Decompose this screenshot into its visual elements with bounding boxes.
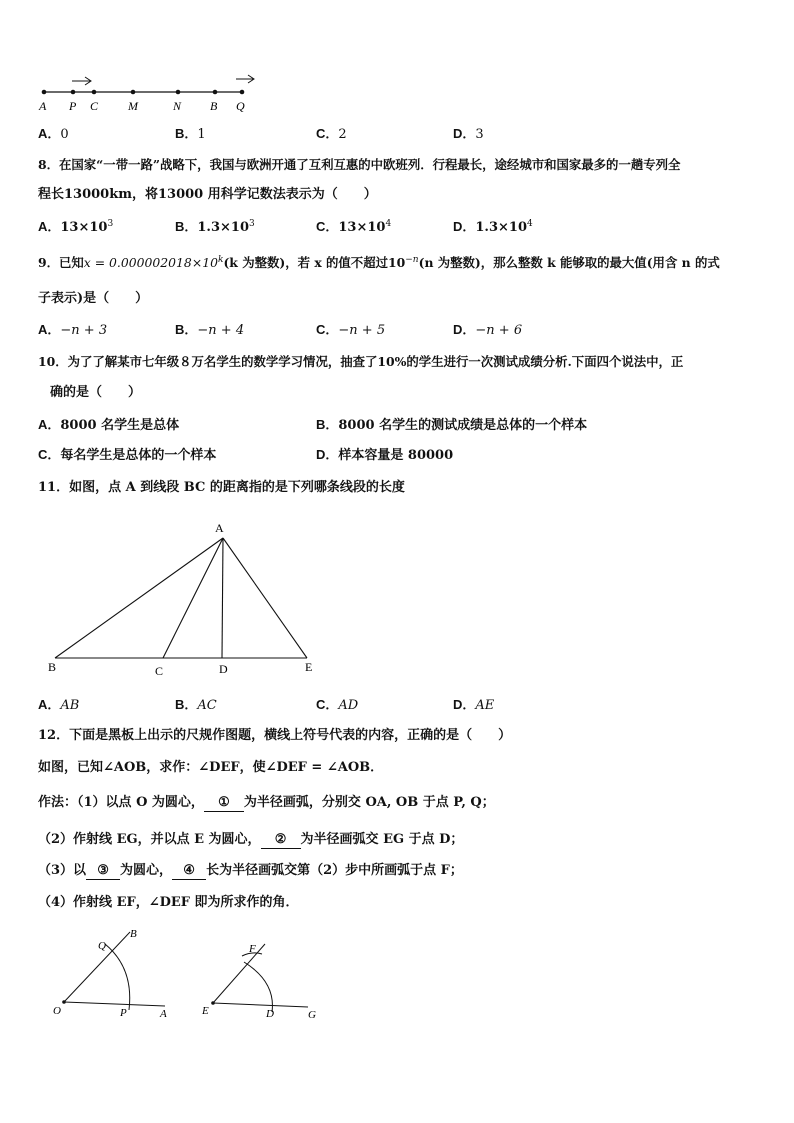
q8-option-d[interactable]: D．$1.3\times 10^4$ xyxy=(453,219,533,235)
label-E: E xyxy=(202,1005,209,1017)
label-Q: Q xyxy=(98,940,106,952)
label-F: F xyxy=(249,943,256,955)
q12-step2: （2）作射线 EG，并以点 E 为圆心， ② 为半径画弧交 EG 于点 D； xyxy=(38,832,464,847)
blank-3: ③ xyxy=(86,863,120,880)
label-C: C xyxy=(90,99,99,113)
q8-stem-line2: 程长13000km，将13000 用科学记数法表示为（ ） xyxy=(38,187,377,202)
q9-option-d[interactable]: D．−n + 6 xyxy=(453,322,523,338)
q11-triangle-figure xyxy=(40,518,330,682)
q10-stem-line2: 确的是（ ） xyxy=(50,385,142,400)
q12-step1: 作法：（1）以点 O 为圆心， ① 为半径画弧，分别交 OA, OB 于点 P, Q； xyxy=(38,795,495,810)
label-P: P xyxy=(120,1007,127,1019)
q8-option-b[interactable]: B．$1.3\times 10^3$ xyxy=(175,219,255,235)
label-B: B xyxy=(48,660,57,674)
q10-option-b[interactable]: B．8000 名学生的测试成绩是总体的一个样本 xyxy=(316,417,588,433)
q8-option-c[interactable]: C．$13\times 10^4$ xyxy=(316,219,392,235)
q7-option-d[interactable]: D．3 xyxy=(453,126,484,142)
q7-option-c[interactable]: C．2 xyxy=(316,126,347,142)
q11-option-d[interactable]: D．AE xyxy=(453,697,495,713)
label-A: A xyxy=(160,1008,167,1020)
label-C: C xyxy=(155,664,164,678)
q9-option-c[interactable]: C．−n + 5 xyxy=(316,322,386,338)
label-M: M xyxy=(128,99,138,113)
q9-option-b[interactable]: B．−n + 4 xyxy=(175,322,245,338)
q10-option-a[interactable]: A．8000 名学生是总体 xyxy=(38,417,180,433)
label-G: G xyxy=(308,1009,316,1021)
label-B: B xyxy=(210,99,218,113)
label-D: D xyxy=(219,662,228,676)
q8-option-a[interactable]: A．$13\times 10^3$ xyxy=(38,219,114,235)
q10-stem-line1: 10．为了了解某市七年级８万名学生的数学学习情况，抽查了10%的学生进行一次测试成绩分析.下面四个说法中，正 xyxy=(38,354,684,369)
blank-4: ④ xyxy=(172,863,206,880)
q11-option-c[interactable]: C．AD xyxy=(316,697,359,713)
label-E: E xyxy=(305,660,313,674)
q12-stem: 12．下面是黑板上出示的尺规作图题，横线上符号代表的内容，正确的是（ ） xyxy=(38,728,512,743)
q9-stem-line2: 子表示)是（ ） xyxy=(38,291,149,306)
q7-option-a[interactable]: A．0 xyxy=(38,126,69,142)
q12-step4: （4）作射线 EF，∠DEF 即为所求作的角． xyxy=(38,895,299,910)
label-N: N xyxy=(173,99,182,113)
q11-option-b[interactable]: B．AC xyxy=(175,697,217,713)
q7-number-line-figure xyxy=(36,72,266,118)
q7-option-b[interactable]: B．1 xyxy=(175,126,206,142)
label-O: O xyxy=(53,1005,61,1017)
q12-angle-def-figure xyxy=(198,930,328,1022)
q10-option-c[interactable]: C．每名学生是总体的一个样本 xyxy=(38,447,217,463)
blank-2: ② xyxy=(261,832,301,849)
q8-stem-line1: 8．在国家“一带一路”战略下，我国与欧洲开通了互利互惠的中欧班列．行程最长，途经城市和国家最多的一趟专列全 xyxy=(38,157,681,172)
label-A: A xyxy=(39,99,47,113)
q12-given: 如图，已知∠AOB，求作：∠DEF，使∠DEF = ∠AOB． xyxy=(38,760,384,775)
q9-stem-line1: 9．已知$x = 0.000002018\times 10^k(k$ 为整数)，若 x 的值不超过$10^{-n}(n$ 为整数)，那么整数 k 能够取的最大值(用含 n 的式 xyxy=(38,255,720,270)
label-D: D xyxy=(266,1008,274,1020)
label-Q: Q xyxy=(236,99,245,113)
q11-stem: 11．如图，点 A 到线段 BC 的距离指的是下列哪条线段的长度 xyxy=(38,480,405,495)
q10-option-d[interactable]: D．样本容量是 80000 xyxy=(316,447,454,463)
label-B: B xyxy=(130,928,137,940)
q12-angle-aob-figure xyxy=(50,922,180,1022)
q9-option-a[interactable]: A．−n + 3 xyxy=(38,322,108,338)
q11-option-a[interactable]: A．AB xyxy=(38,697,80,713)
blank-1: ① xyxy=(204,795,244,812)
label-P: P xyxy=(69,99,77,113)
label-A: A xyxy=(215,521,224,535)
q12-step3: （3）以 ③ 为圆心， ④ 长为半径画弧交第（2）步中所画弧于点 F； xyxy=(38,863,463,878)
